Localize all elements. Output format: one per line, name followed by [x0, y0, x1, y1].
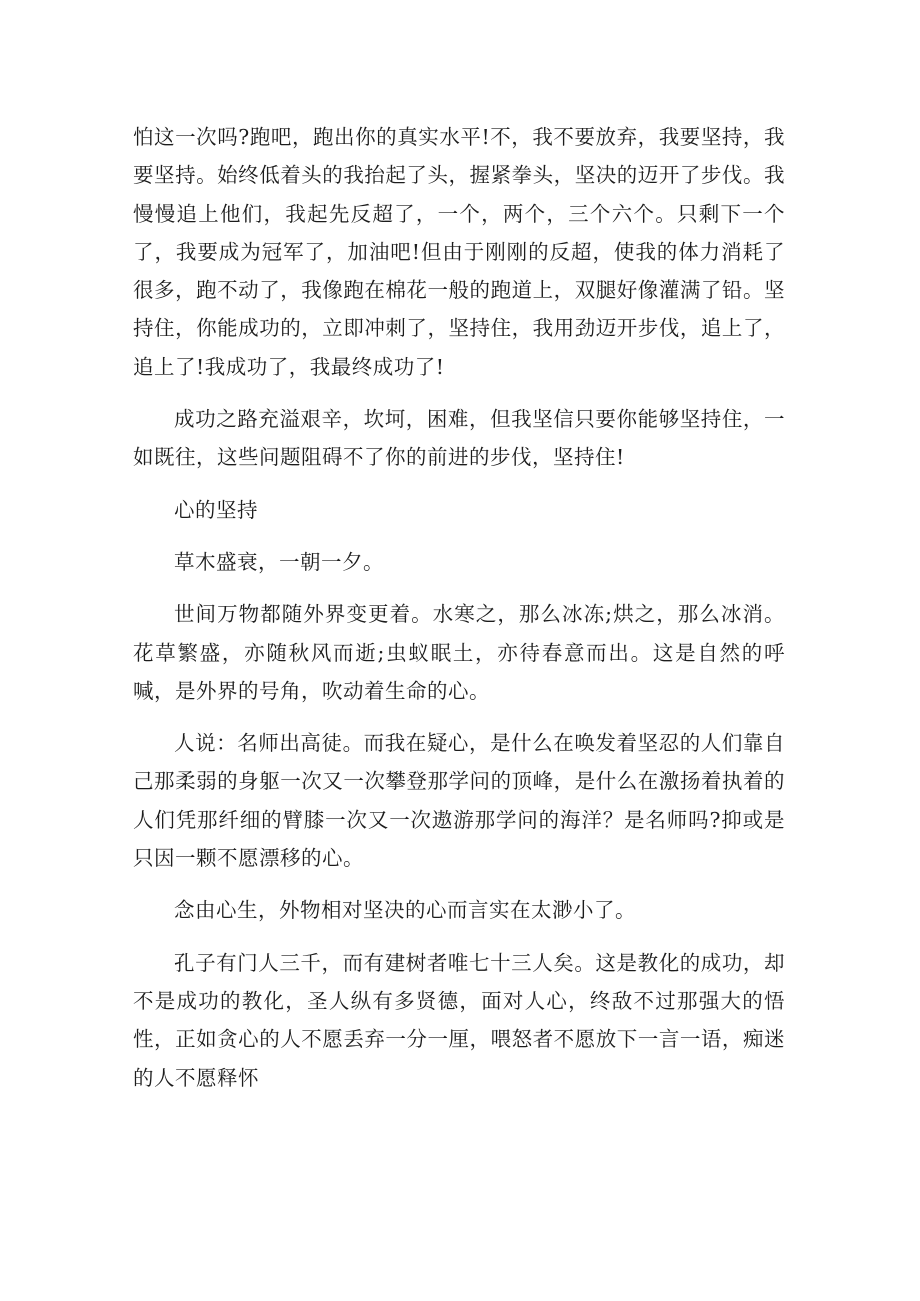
paragraph-mind: 念由心生，外物相对坚决的心而言实在太渺小了。	[174, 898, 636, 923]
paragraph-famous-teacher: 人说：名师出高徒。而我在疑心，是什么在唤发着坚忍的人们靠自己那柔弱的身躯一次又一次攀登那学问的顶峰，是什么在激扬着执着的人们凭那纤细的臂膝一次又一次遨游那学问的海洋？是名师吗?抑或是只因一颗不愿漂移的心。	[133, 731, 785, 871]
paragraph-race-story: 怕这一次吗?跑吧，跑出你的真实水平!不，我不要放弃，我要坚持，我要坚持。始终低着头的我抬起了头，握紧拳头，坚决的迈开了步伐。我慢慢追上他们，我起先反超了，一个，两个，三个六个。只剩下一个了，我要成为冠军了，加油吧!但由于刚刚的反超，使我的体力消耗了很多，跑不动了，我像跑在棉花一般的跑道上，双腿好像灌满了铅。坚持住，你能成功的，立即冲刺了，坚持住，我用劲迈开步伐，追上了，追上了!我成功了，我最终成功了!	[133, 125, 785, 379]
paragraph-world-changes: 世间万物都随外界变更着。水寒之，那么冰冻;烘之，那么冰消。花草繁盛，亦随秋风而逝;虫蚁眠土，亦待春意而出。这是自然的呼喊，是外界的号角，吹动着生命的心。	[133, 602, 785, 703]
paragraph-plants: 草木盛衰，一朝一夕。	[174, 549, 384, 574]
document-body	[133, 118, 785, 1111]
paragraph-success-road: 成功之路充溢艰辛，坎坷，困难，但我坚信只要你能够坚持住，一如既往，这些问题阻碍不了你的前进的步伐，坚持住!	[133, 407, 785, 470]
essay-title: 心的坚持	[174, 497, 258, 522]
paragraph-confucius: 孔子有门人三千，而有建树者唯七十三人矣。这是教化的成功，却不是成功的教化，圣人纵有多贤德，面对人心，终敌不过那强大的悟性，正如贪心的人不愿丢弃一分一厘，喂怒者不愿放下一言一语，痴迷的人不愿释怀	[133, 950, 785, 1090]
